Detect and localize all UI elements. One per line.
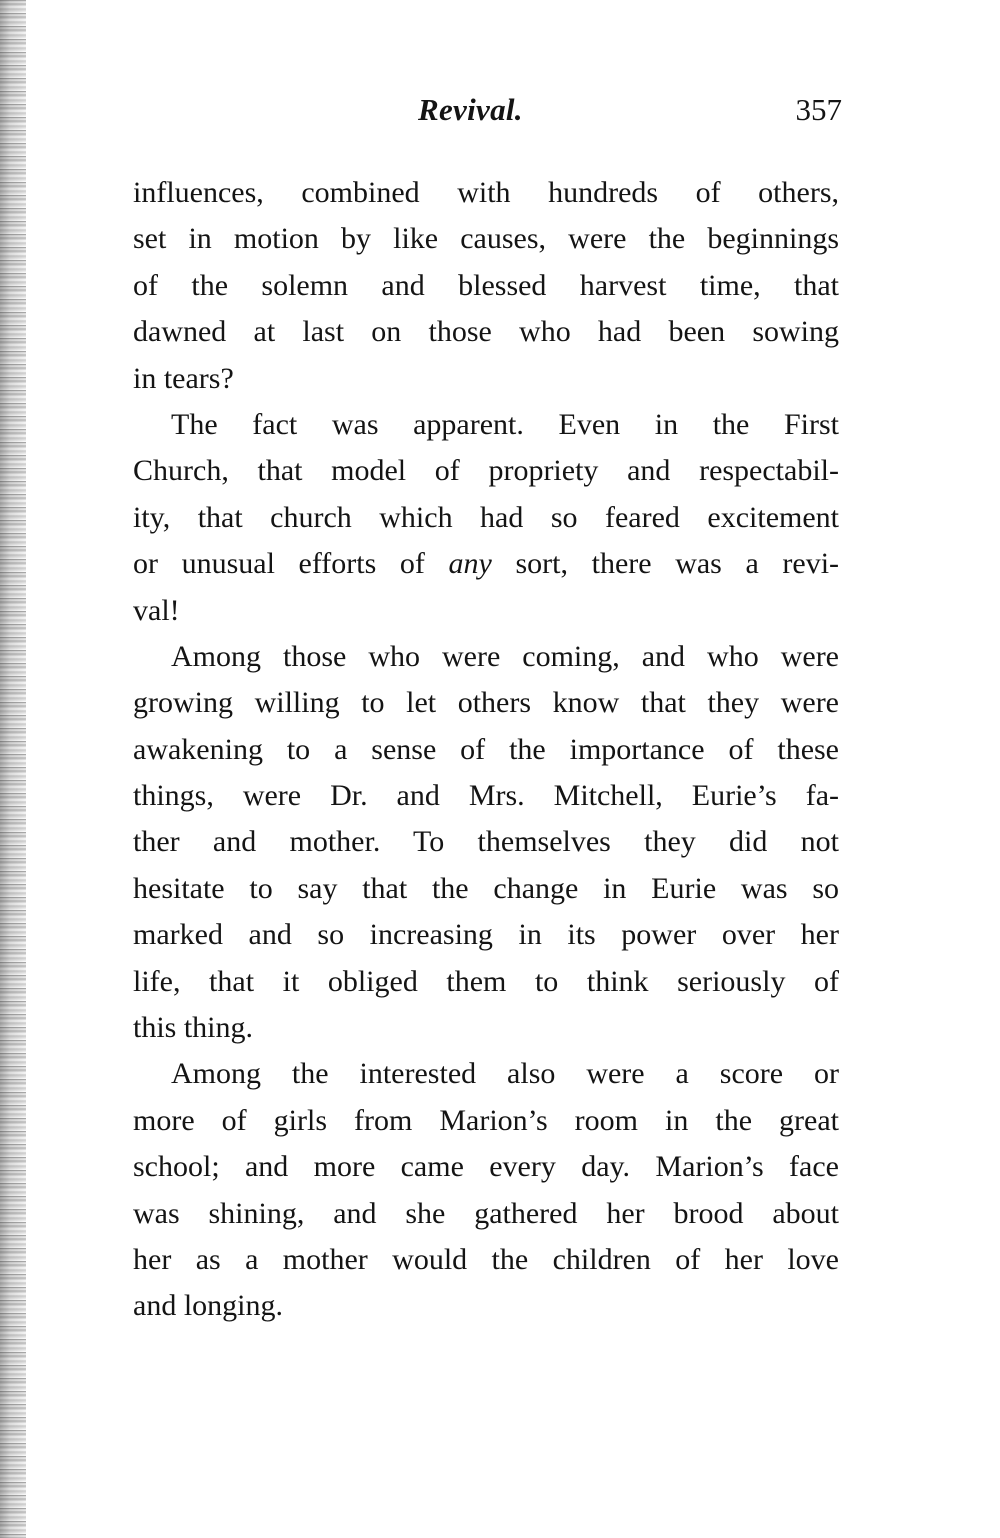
page-number: 357 <box>795 92 842 127</box>
paragraph <box>133 402 839 634</box>
text-line: The fact was apparent. Even in the First <box>171 407 839 441</box>
text-line-with-emphasis <box>133 541 839 587</box>
text-line: school; and more came every day. Marion’s face <box>133 1150 839 1184</box>
paragraph <box>133 634 839 1052</box>
page-edge-shadow <box>0 0 26 1538</box>
text-line: dawned at last on those who had been sowing <box>133 315 839 349</box>
text-line: Among the interested also were a score or <box>171 1057 839 1091</box>
text-line: set in motion by like causes, were the beginnings <box>133 222 839 256</box>
text-line: ity, that church which had so feared excitement <box>133 500 839 534</box>
text-line: val! <box>133 593 180 627</box>
text-line: marked and so increasing in its power over her <box>133 918 839 952</box>
text-line: influences, combined with hundreds of others, <box>133 176 839 209</box>
page-header <box>130 92 842 132</box>
text-line: in tears? <box>133 361 234 395</box>
emphasis-word: any <box>448 547 492 581</box>
text-line: more of girls from Marion’s room in the great <box>133 1103 839 1137</box>
text-line: this thing. <box>133 1011 254 1045</box>
paragraph <box>133 1051 839 1329</box>
text-line: was shining, and she gathered her brood about <box>133 1196 839 1230</box>
text-line: things, were Dr. and Mrs. Mitchell, Eurie’s fa- <box>133 779 839 813</box>
text-line: life, that it obliged them to think seriously of <box>133 964 839 998</box>
running-head: Revival. <box>418 92 523 127</box>
text-line: ther and mother. To themselves they did not <box>133 825 839 859</box>
text-line: her as a mother would the children of her love <box>133 1242 839 1276</box>
text-line: hesitate to say that the change in Eurie was so <box>133 871 839 905</box>
text-line: and longing. <box>133 1289 283 1323</box>
text-segment: sort, there was a revi- <box>515 547 840 581</box>
text-segment: or unusual efforts of <box>133 547 425 581</box>
text-line: of the solemn and blessed harvest time, that <box>133 268 839 302</box>
text-line: Among those who were coming, and who were <box>171 639 839 673</box>
text-line: growing willing to let others know that they were <box>133 686 839 720</box>
body-text <box>133 170 839 1330</box>
paragraph <box>133 170 839 402</box>
text-line: Church, that model of propriety and respectabil- <box>133 454 839 488</box>
text-line: awakening to a sense of the importance of these <box>133 732 839 766</box>
